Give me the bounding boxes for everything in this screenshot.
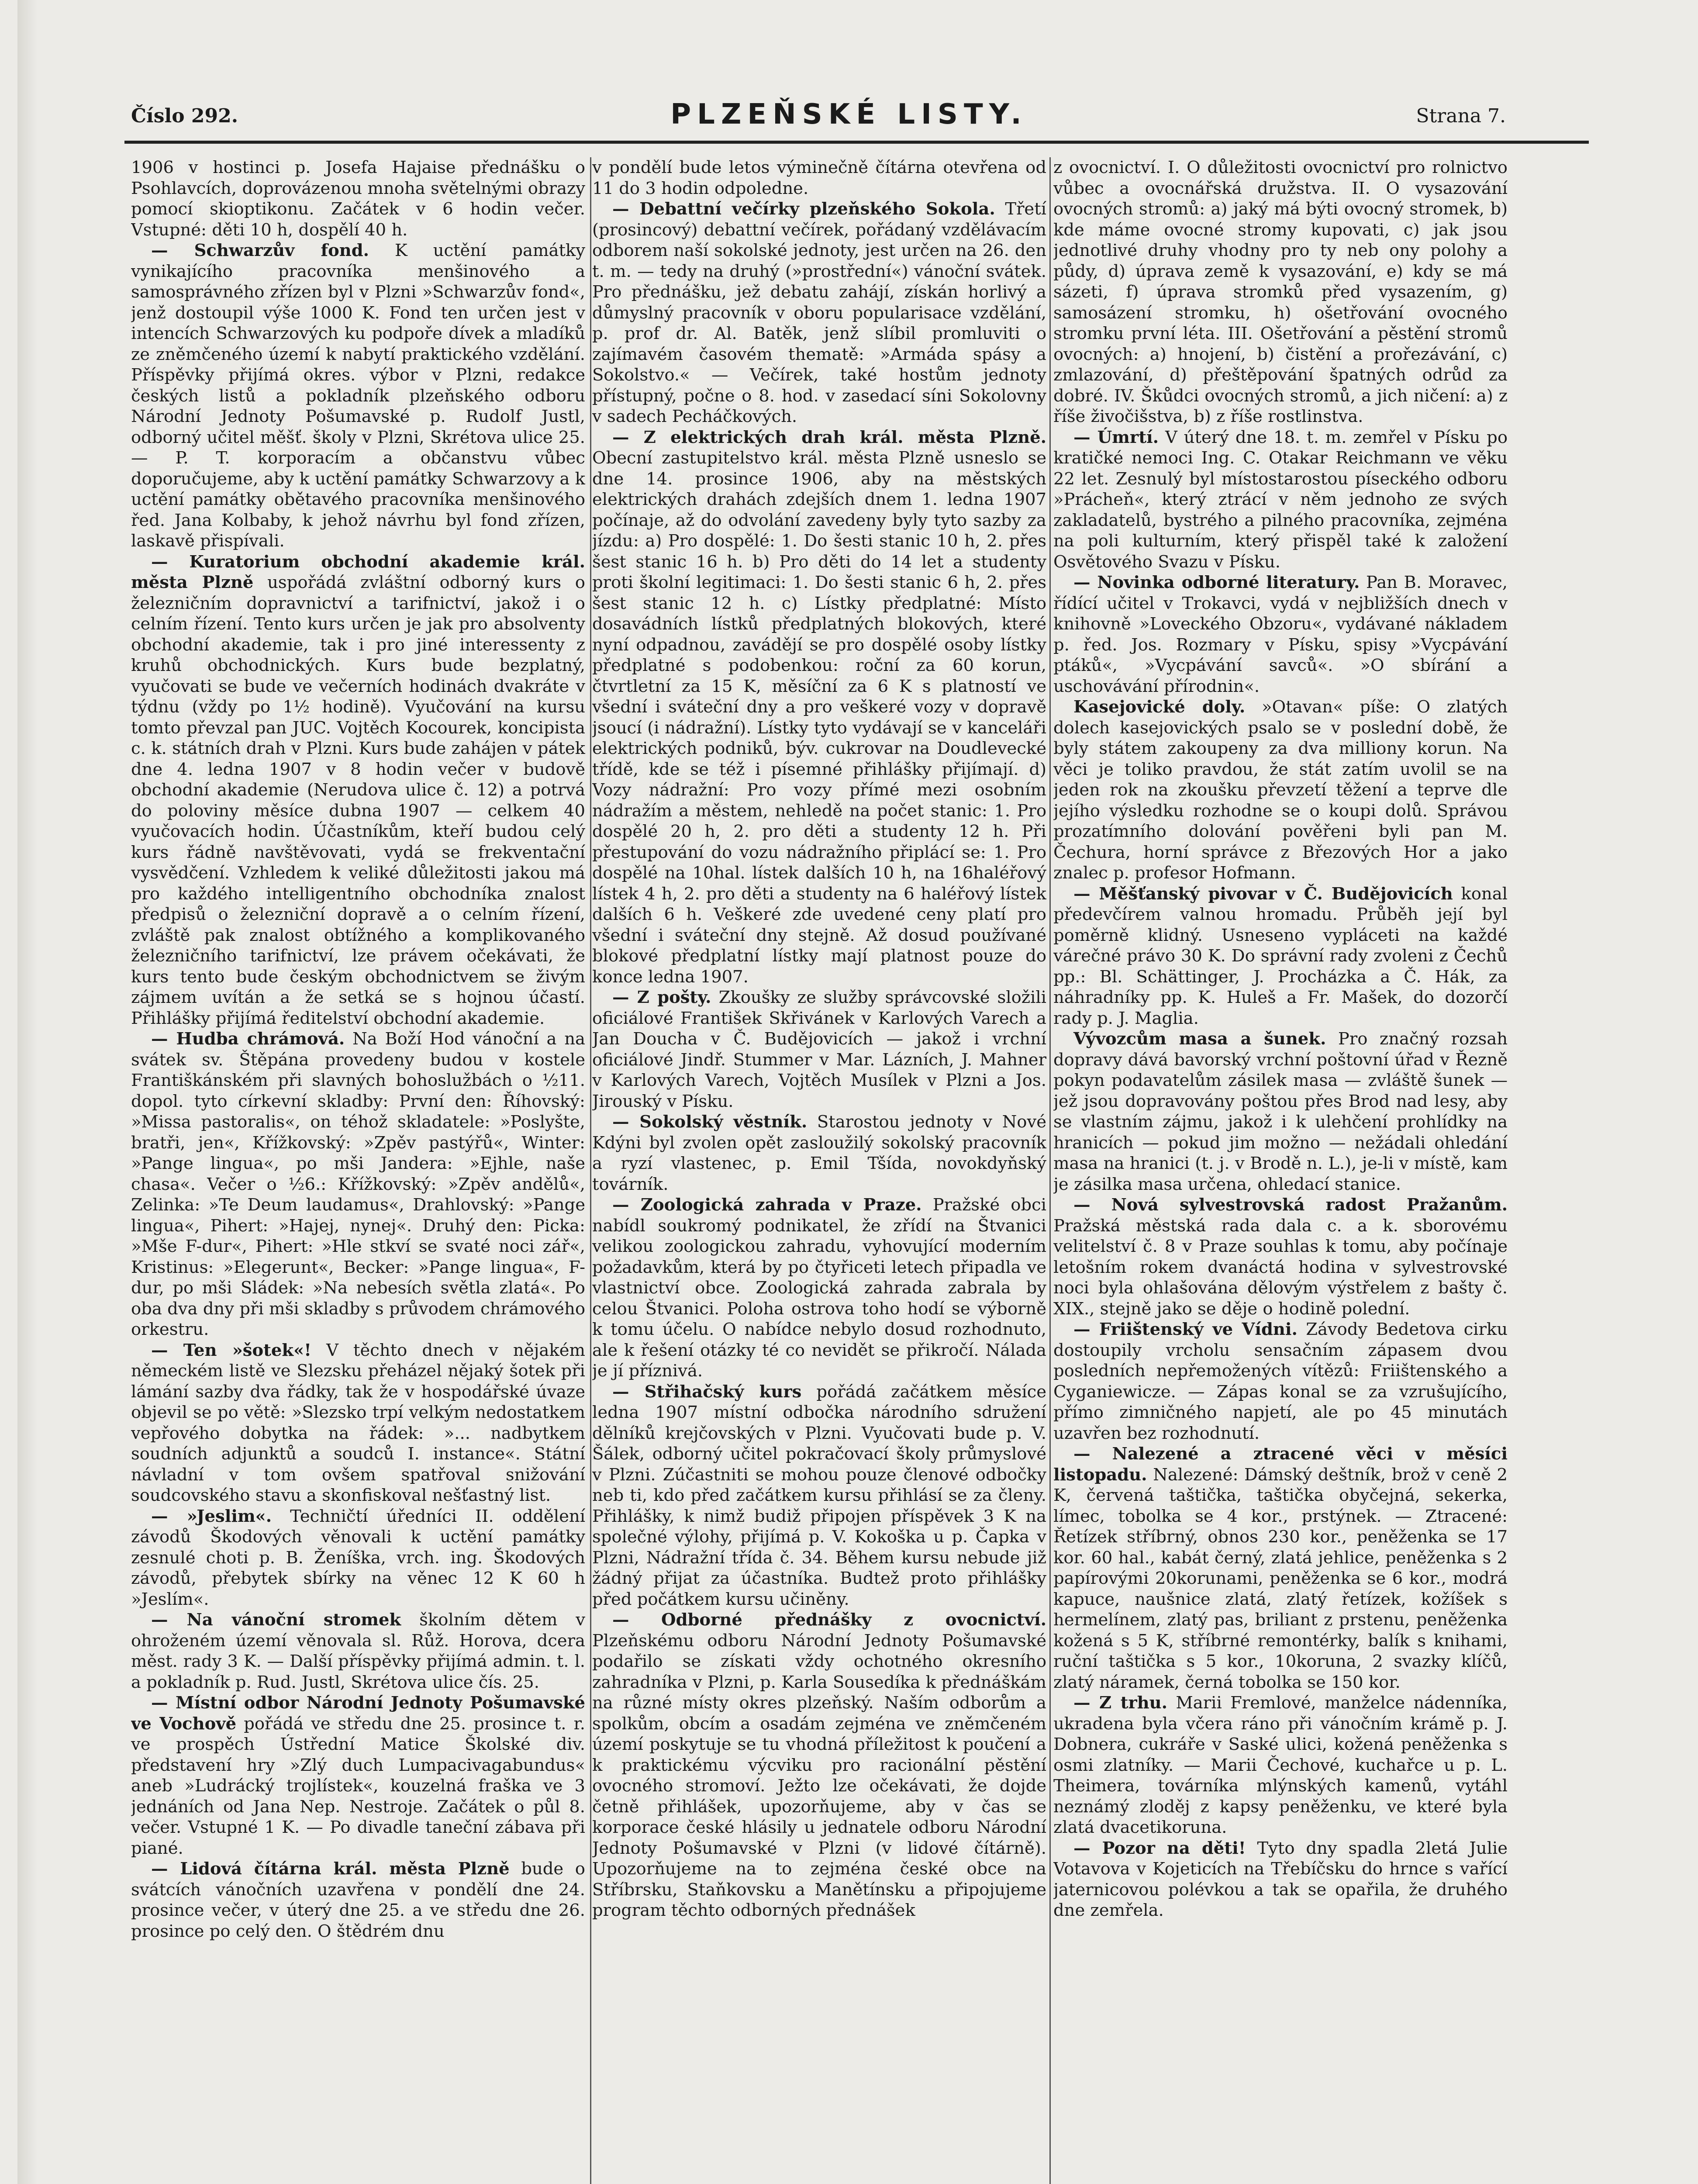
article-heading: — Z trhu.	[1073, 1693, 1168, 1713]
column-rule	[1049, 157, 1051, 2184]
article-text: Pražské obci nabídl soukromý podnikatel, že zřídí na Štvanici velikou zoologickou zahradu, vyhovující moderním požadavkům, která by po čtyřiceti letech připadla ve vlastnictví obce. Zoologická zahrada zabrala by celou Štvanici. Poloha ostrova toho hodí se výborně k tomu účelu. O nabídce nebylo dosud rozhodnuto, ale k řešení otázky té co nevidět se přikročí. Nálada je jí příznivá.	[592, 1195, 1046, 1381]
article-heading: — Z pošty.	[612, 988, 711, 1007]
article-text: Třetí (prosincový) debattní večírek, pořádaný vzdělávacím odborem naší sokolské jednoty, jest určen na 26. den t. m. — tedy na druhý (»prostřední«) vánoční svátek. Pro přednášku, jež debatu zahájí, získán horlivý a důmyslný pracovník v oboru popularisace vzdělání, p. prof dr. Al. Batěk, jenž slíbil promluviti o zajímavém časovém thematě: »Armáda spásy a Sokolstvo.« — Večírek, také hostům jednoty přístupný, počne o 8. hod. v zasedací síni Sokolovny v sadech Pecháčkových.	[592, 199, 1046, 426]
article-heading: Vývozcům masa a šunek.	[1073, 1029, 1326, 1049]
article-text: Zkoušky ze služby správcovské složili oficiálové František Skřivánek v Karlových Varech a Jan Doucha v Č. Budějovicích — jakož i vrchní oficiálové Jindř. Stummer v Mar. Lázních, J. Mahner v Karlových Varech, Vojtěch Musílek v Plzni a Jos. Jirouský v Písku.	[592, 988, 1046, 1111]
header-rule	[124, 141, 1589, 144]
article-heading: — Úmrtí.	[1073, 427, 1159, 447]
column-2	[592, 157, 1046, 2184]
article-heading: Kasejovické doly.	[1073, 697, 1246, 717]
article	[592, 157, 1046, 199]
article-heading: — Schwarzův fond.	[151, 241, 369, 260]
article-text: pořádá ve středu dne 25. prosince t. r. ve prospěch Ústřední Matice Školské div. představení hry »Zlý duch Lumpacivagabundus« aneb »Ludrácký trojlístek«, kouzelná fraška ve 3 jednáních od Jana Nep. Nestroje. Začátek o půl 8. večer. Vstupné 1 K. — Po divadle taneční zábava při piané.	[131, 1714, 585, 1858]
article-text: Závody Bedetova cirku dostoupily vrcholu sensačním zápasem dvou posledních nepřemožených vítězů: Friištenského a Cyganiewicze. — Zápas konal se za vzrušujícího, přímo zimničného napjetí, ale po 45 minutách uzavřen bez rozhodnutí.	[1053, 1320, 1508, 1443]
article	[131, 1859, 585, 1942]
article	[1053, 157, 1508, 427]
article-text: konal předevčírem valnou hromadu. Průběh její byl poměrně klidný. Usneseno vypláceti na každé várečné právo 30 K. Do správní rady zvoleni z Čechů pp.: Bl. Schättinger, J. Procházka a Č. Hák, za náhradníky pp. K. Huleš a Fr. Mašek, do dozorčí rady p. J. Maglia.	[1053, 884, 1508, 1028]
article-heading: — Z elektrických drah král. města Plzně.	[612, 427, 1046, 447]
article-text: Pan B. Moravec, řídící učitel v Trokavci, vydá v nejbližších dnech v knihovně »Loveckého Obzoru«, vydávané nákladem p. řed. Jos. Rozmary v Písku, spisy »Vycpávání ptáků«, »Vycpávání savců«. »O sbírání a uschovávání přírodnin«.	[1053, 573, 1508, 696]
article	[1053, 697, 1508, 884]
article-heading: — Na vánoční stromek	[151, 1610, 401, 1630]
article-heading: — Kuratorium obchodní akademie král. města Plzně	[131, 552, 585, 592]
article	[1053, 1195, 1508, 1319]
article	[1053, 884, 1508, 1029]
article-text: Obecní zastupitelstvo král. města Plzně usneslo se dne 14. prosince 1906, aby na městských elektrických drahách zdejších dnem 1. ledna 1907 počínaje, až do odvolání zavedeny byly tyto sazby za jízdu: a) Pro dospělé: 1. Do šesti stanic 10 h, 2. přes šest stanic 16 h. b) Pro děti do 14 let a studenty proti školní legitimaci: 1. Do šesti stanic 6 h, 2. přes šest stanic 12 h. c) Lístky předplatné: Místo dosavádních lístků předplatných blokových, které nyní odpadnou, zavádějí se pro dospělé osoby lístky předplatné s podobenkou: roční za 60 korun, čtvrtletní za 15 K, měsíční za 6 K s platností ve všední i sváteční dny a pro veškeré vozy v dopravě jsoucí (i nádražní). Lístky tyto vydávají se v kanceláři elektrických podniků, býv. cukrovar na Doudlevecké třídě, kde se též i písemné přihlášky přijímají. d) Vozy nádražní: Pro vozy přímé mezi osobním nádražím a městem, nehledě na počet stanic: 1. Pro dospělé 20 h, 2. pro děti a studenty 12 h. Při přestupování do vozu nádražního připlácí se: 1. Pro dospělé na 10hal. lístek dalších 10 h, na 16haléřový lístek 4 h, 2. pro děti a studenty na 6 haléřový lístek dalších 6 h. Veškeré zde uvedené ceny platí pro všední i sváteční dny stejně. Až dosud používané blokové předplatní lístky mají platnost pouze do konce ledna 1907.	[592, 448, 1046, 987]
newspaper-title: PLZEŇSKÉ LISTY.	[670, 98, 1028, 131]
article-text: z ovocnictví. I. O důležitosti ovocnictví pro rolnictvo vůbec a ovocnářská družstva. II. O vysazování ovocných stromů: a) jaký má býti ovocný stromek, b) kde máme ovocné stromy kupovati, c) jak jsou jednotlivé druhy vhodny pro ty neb ony polohy a půdy, d) úprava země k vysazování, e) kdy se má sázeti, f) úprava stromků před vysazením, g) samosázení stromku, h) ošetřování ovocného stromku první léta. III. Ošetřování a pěstění stromů ovocných: a) hnojení, b) čistění a prořezávání, c) zmlazování, d) přeštěpování špatných odrůd za dobré. IV. Škůdci ovocných stromů, a jich ničení: a) z říše živočišstva, b) z říše rostlinstva.	[1053, 158, 1508, 426]
article-text: Plzeňskému odboru Národní Jednoty Pošumavské podařilo se získati vždy ochotného okresního zahradníka v Plzni, p. Karla Sousedíka k přednáškám na různé místy okres plzeňský. Naším odborům a spolkům, obcím a osadám zejména ve zněmčeném území poskytuje se tu vhodná příležitost k poučení a k praktickému výcviku pro racionální pěstění ovocného stromoví. Ježto lze očekávati, že dojde četně přihlášek, upozorňujeme, aby v čas se korporace české hlásily u jednatele odboru Národní Jednoty Pošumavské v Plzni (v lidové čítárně). Upozorňujeme na to zejména české obce na Stříbrsku, Staňkovsku a Manětínsku a připojujeme program těchto odborných přednášek	[592, 1631, 1046, 1920]
page-header	[0, 0, 1698, 144]
article	[1053, 1319, 1508, 1444]
article-heading: — Ten »šotek«!	[151, 1340, 312, 1360]
article-text: Pro značný rozsah dopravy dává bavorský vrchní poštovní úřad v Řezně pokyn podavatelům zásilek masa — zvláště šunek — jež jsou dopravovány poštou přes Brod nad lesy, aby se vlastním zájmu, jakož i k ulehčení prohlídky na hranicích — pokud jim možno — nežádali ohledání masa na hranici (t. j. v Brodě n. L.), je-li v místě, kam je zásilka masa určena, ohledací stanice.	[1053, 1029, 1508, 1194]
article-text: K uctění památky vynikajícího pracovníka menšinového a samosprávného zřízen byl v Plzni »Schwarzův fond«, jenž dostoupil výše 1000 K. Fond ten určen jest v intencích Schwarzových ku podpoře dívek a mladíků ze zněmčeného území k nabytí praktického vzdělání. Příspěvky přijímá okres. výbor v Plzni, redakce českých listů a pokladník plzeňského odboru Národní Jednoty Pošumavské p. Rudolf Justl, odborný učitel měšť. školy v Plzni, Skrétova ulice 25. — P. T. korporacím a občanstvu vůbec doporučujeme, aby k uctění památky Schwarzovy a k uctění památky obětavého pracovníka menšinového řed. Jana Kolbaby, k jehož návrhu byl fond zřízen, laskavě přispívali.	[131, 241, 585, 551]
article	[592, 1112, 1046, 1195]
article-heading: — Měšťanský pivovar v Č. Budějovicích	[1073, 884, 1453, 904]
article	[592, 1382, 1046, 1610]
article	[131, 157, 585, 240]
page-fold-shadow	[17, 0, 38, 2184]
article-text: Pražská městská rada dala c. a k. sborovému velitelství č. 8 v Praze souhlas k tomu, aby počínaje letošním rokem dvanáctá hodina v sylvestrovské noci byla ohlašována dělovým výstřelem z bašty č. XIX., stejně jako se děje o hodině polední.	[1053, 1216, 1508, 1319]
article-text: 1906 v hostinci p. Josefa Hajaise přednášku o Psohlavcích, doprovázenou mnoha světelnými obrazy pomocí skioptikonu. Začátek v 6 hodin večer. Vstupné: děti 10 h, dospělí 40 h.	[131, 158, 585, 240]
article-heading: — Zoologická zahrada v Praze.	[612, 1195, 922, 1215]
article-text: uspořádá zvláštní odborný kurs o železničním dopravnictví a tarifnictví, jakož i o celním řízení. Tento kurs určen je jak pro absolventy obchodní akademie, tak i pro jiné interessenty z kruhů obchodnických. Kurs bude bezplatný, vyučovati se bude ve večerních hodinách dvakráte v týdnu (vždy po 1½ hodině). Vyučování na kursu tomto převzal pan JUC. Vojtěch Kocourek, koncipista c. k. státních drah v Plzni. Kurs bude zahájen v pátek dne 4. ledna 1907 v 8 hodin večer v budově obchodní akademie (Nerudova ulice č. 12) a potrvá do poloviny měsíce dubna 1907 — celkem 40 vyučovacích hodin. Účastníkům, kteří budou celý kurs řádně navštěvovati, vydá se frekventační vysvědčení. Vzhledem k veliké důležitosti jakou má pro každého intelligentního obchodníka znalost předpisů o železniční dopravě a o celním řízení, zvláště pak znalost obtížného a komplikovaného železničního tarifnictví, lze právem očekávati, že kurs tento bude českým obchodnictvem se živým zájmem uvítán a že setká se s hojnou účastí. Přihlášky přijímá ředitelství obchodní akademie.	[131, 573, 585, 1028]
article-heading: — Pozor na děti!	[1073, 1838, 1246, 1858]
article-heading: — Sokolský věstník.	[612, 1112, 808, 1132]
issue-number: Číslo 292.	[131, 105, 238, 127]
article	[131, 1340, 585, 1506]
article-text: Techničtí úředníci II. oddělení závodů Škodových věnovali k uctění památky zesnulé choti p. B. Ženíška, vrch. ing. Škodových závodů, přebytek sbírky na věnec 12 K 60 h »Jeslím«.	[131, 1506, 585, 1609]
article-text: Tyto dny spadla 2letá Julie Votavova v Kojeticích na Třebíčsku do hrnce s vařící jaternicovou polévkou a tak se opařila, že druhého dne zemřela.	[1053, 1838, 1508, 1920]
article	[131, 1610, 585, 1693]
article	[592, 427, 1046, 988]
article	[592, 1195, 1046, 1382]
article-text: pořádá začátkem měsíce ledna 1907 místní odbočka národního sdružení dělníků krejčovských v Plzni. Vyučovati bude p. V. Šálek, odborný učitel pokračovací školy průmyslové v Plzni. Zúčastniti se mohou pouze členové odbočky neb ti, kdo před začátkem kursu přihlásí se za členy. Přihlášky, k nimž budiž připojen příspěvek 3 K na společné výlohy, přijímá p. V. Kokoška u p. Čapka v Plzni, Nádražní třída č. 34. Během kursu nebude již žádný přijat za účastníka. Budtež proto přihlášky před počátkem kursu učiněny.	[592, 1382, 1046, 1609]
article	[131, 1506, 585, 1610]
article-text: školním dětem v ohroženém území věnovala sl. Růž. Horova, dcera měst. rady 3 K. — Další příspěvky přijímá admin. t. l. a pokladník p. Rud. Justl, Skrétova ulice čís. 25.	[131, 1610, 585, 1692]
article-text: Starostou jednoty v Nové Kdýni byl zvolen opět zasloužilý sokolský pracovník a ryzí vlastenec, p. Emil Tšída, novokdyňský továrník.	[592, 1112, 1046, 1194]
article-heading: — Hudba chrámová.	[151, 1029, 345, 1049]
article	[131, 240, 585, 552]
article-heading: — Nová sylvestrovská radost Pražanům.	[1073, 1195, 1508, 1215]
article	[131, 1029, 585, 1340]
column-rule	[590, 157, 591, 2184]
article-heading: — Nalezené a ztracené věci v měsíci listopadu.	[1053, 1444, 1508, 1485]
article	[1053, 1444, 1508, 1693]
article-text: bude o svátcích vánočních uzavřena v pondělí dne 24. prosince večer, v úterý dne 25. a ve středu dne 26. prosince po celý den. O štědrém dnu	[131, 1859, 585, 1941]
article	[592, 199, 1046, 427]
article-heading: — »Jeslim«.	[151, 1506, 272, 1526]
article-text: Marii Fremlové, manželce nádenníka, ukradena byla včera ráno při vánočním krámě p. J. Dobnera, cukráře v Saské ulici, kožená peněženka s osmi zlatníky. — Marii Čechové, kuchařce u p. L. Theimera, továrníka mlýnských kamenů, vytáhl neznámý zloděj z kapsy peněženku, ve které byla zlatá dvacetikoruna.	[1053, 1693, 1508, 1837]
article-heading: — Střihačský kurs	[612, 1382, 802, 1402]
article-heading: — Lidová čítárna král. města Plzně	[151, 1859, 510, 1879]
column-3	[1053, 157, 1508, 2184]
article-heading: — Novinka odborné literatury.	[1073, 573, 1360, 592]
article	[1053, 1693, 1508, 1838]
article-text: Na Boží Hod vánoční a na svátek sv. Štěpána provedeny budou v kostele Františkánském při slavných bohoslužbách o ½11. dopol. tyto církevní skladby: První den: Říhovský: »Missa pastoralis«, on téhož skladatele: »Poslyšte, bratři, jen«, Křížkovský: »Zpěv pastýřů«, Winter: »Pange lingua«, po mši Jandera: »Ejhle, naše chasa«. Večer o ½6.: Křížkovský: »Zpěv andělů«, Zelinka: »Te Deum laudamus«, Drahlovský: »Pange lingua«, Pihert: »Hajej, nynej«. Druhý den: Picka: »Mše F-dur«, Pihert: »Hle stkví se svaté noci zář«, Kristinus: »Elegerunt«, Becker: »Pange lingua«, F-dur, po mši Sládek: »Na nebesích světla zlatá«. Po oba dva dny při mši skladby s průvodem chrámového orkestru.	[131, 1029, 585, 1339]
article	[1053, 572, 1508, 697]
page-number: Strana 7.	[1416, 105, 1506, 127]
article-text: v pondělí bude letos výminečně čítárna otevřena od 11 do 3 hodin odpoledne.	[592, 158, 1046, 198]
article-heading: — Debattní večírky plzeňského Sokola.	[612, 199, 995, 219]
article-heading: — Friištenský ve Vídni.	[1073, 1320, 1298, 1339]
article-heading: — Místní odbor Národní Jednoty Pošumavské ve Vochově	[131, 1693, 585, 1734]
article	[131, 552, 585, 1029]
article-heading: — Odborné přednášky z ovocnictví.	[612, 1610, 1046, 1630]
article	[131, 1693, 585, 1859]
article-text: Nalezené: Dámský deštník, brož v ceně 2 K, červená taštička, taštička obyčejná, sekerka, límec, tobolka se 4 kor., prstýnek. — Ztracené: Řetízek stříbrný, obnos 230 kor., peněženka se 17 kor. 60 hal., kabát černý, zlatá jehlice, peněženka s 2 papírovými 20korunami, peněženka se 6 kor., modrá kapuce, naušnice zlatá, zlatý řetízek, kožíšek s hermelínem, zlatý pas, briliant z prstenu, peněženka kožená s 5 K, stříbrné remontérky, balík s knihami, ruční taštička s 5 kor., 10koruna, 2 svazky klíčů, zlatý náramek, černá tobolka se 150 kor.	[1053, 1465, 1508, 1692]
article	[1053, 427, 1508, 573]
article	[1053, 1029, 1508, 1195]
article-text: V těchto dnech v nějakém německém listě ve Slezsku přeházel nějaký šotek při lámání sazby dva řádky, tak že v hospodářské úvaze objevil se po větě: »Slezsko trpí velkým nedostatkem vepřového dobytka na řádek: »... nadbytkem soudních adjunktů a soudců I. instance«. Státní návladní v tom ovšem spatřoval snižování soudcovského stavu a skonfiskoval nešťastný list.	[131, 1340, 585, 1505]
article-text: V úterý dne 18. t. m. zemřel v Písku po kratičké nemoci Ing. C. Otakar Reichmann ve věku 22 let. Zesnulý byl místostarostou píseckého odboru »Prácheň«, který ztrácí v něm jednoho ze svých zakladatelů, bystrého a pilného pracovníka, zejména na poli kulturním, který přispěl také k založení Osvětového Svazu v Písku.	[1053, 427, 1508, 572]
article-text: »Otavan« píše: O zlatých dolech kasejovických psalo se v poslední době, že byly státem zakoupeny za dva milliony korun. Na věci je toliko pravdou, že stát zatím uvolil se na jeden rok na zkoušku převzetí těžení a teprve dle jejího výsledku rozhodne se o koupi dolů. Správou prozatímního dolování pověřeni byli pan M. Čechura, horní správce z Březových Hor a jako znalec p. profesor Hofmann.	[1053, 697, 1508, 883]
article	[592, 987, 1046, 1112]
article	[1053, 1838, 1508, 1921]
column-1	[131, 157, 585, 2184]
article	[592, 1610, 1046, 1921]
